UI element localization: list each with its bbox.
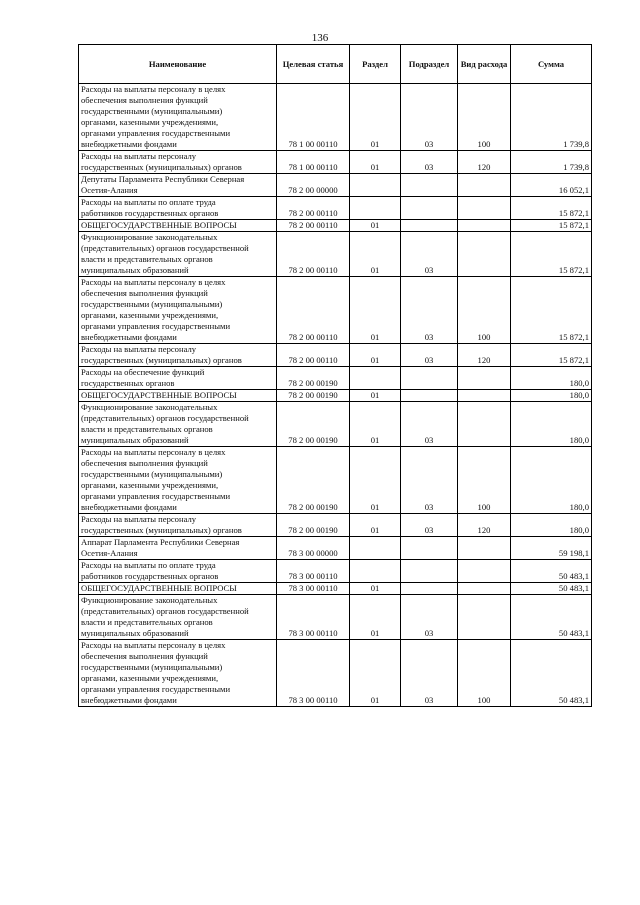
cell-name: Расходы на выплаты персоналу государственных (муниципальных) органов <box>79 514 277 537</box>
cell-section: 01 <box>350 344 401 367</box>
cell-subsection <box>401 197 458 220</box>
cell-sum: 180,0 <box>511 390 592 402</box>
table-row <box>79 583 592 595</box>
cell-subsection <box>401 367 458 390</box>
cell-section: 01 <box>350 232 401 277</box>
cell-target: 78 3 00 00110 <box>277 560 350 583</box>
cell-expense-type <box>458 220 511 232</box>
cell-subsection: 03 <box>401 595 458 640</box>
cell-sum: 180,0 <box>511 447 592 514</box>
table-row <box>79 447 592 514</box>
cell-section: 01 <box>350 583 401 595</box>
header-expense-type: Вид расхода <box>458 45 511 84</box>
table-row <box>79 84 592 151</box>
cell-sum: 50 483,1 <box>511 595 592 640</box>
cell-sum: 1 739,8 <box>511 151 592 174</box>
cell-name: ОБЩЕГОСУДАРСТВЕННЫЕ ВОПРОСЫ <box>79 583 277 595</box>
cell-target: 78 2 00 00110 <box>277 220 350 232</box>
cell-expense-type <box>458 560 511 583</box>
cell-expense-type <box>458 174 511 197</box>
header-section: Раздел <box>350 45 401 84</box>
cell-sum: 50 483,1 <box>511 583 592 595</box>
cell-subsection <box>401 560 458 583</box>
cell-name: Расходы на выплаты персоналу государственных (муниципальных) органов <box>79 151 277 174</box>
cell-section: 01 <box>350 514 401 537</box>
table-row <box>79 174 592 197</box>
cell-target: 78 2 00 00110 <box>277 232 350 277</box>
table-row <box>79 367 592 390</box>
cell-target: 78 2 00 00190 <box>277 447 350 514</box>
cell-name: Расходы на выплаты персоналу в целях обеспечения выполнения функций государственными (муниципальными) органами, казенными учреждениями, органами управления государственными внебюджетными фондами <box>79 277 277 344</box>
header-target: Целевая статья <box>277 45 350 84</box>
table-row <box>79 390 592 402</box>
cell-expense-type: 100 <box>458 84 511 151</box>
cell-expense-type <box>458 367 511 390</box>
cell-sum: 15 872,1 <box>511 220 592 232</box>
cell-expense-type: 100 <box>458 277 511 344</box>
header-sum: Сумма <box>511 45 592 84</box>
cell-name: ОБЩЕГОСУДАРСТВЕННЫЕ ВОПРОСЫ <box>79 390 277 402</box>
cell-name: Расходы на выплаты по оплате труда работников государственных органов <box>79 560 277 583</box>
table-row <box>79 402 592 447</box>
cell-expense-type <box>458 390 511 402</box>
cell-section: 01 <box>350 84 401 151</box>
cell-sum: 180,0 <box>511 514 592 537</box>
cell-expense-type <box>458 537 511 560</box>
header-name: Наименование <box>79 45 277 84</box>
cell-section <box>350 560 401 583</box>
table-row <box>79 595 592 640</box>
cell-sum: 59 198,1 <box>511 537 592 560</box>
table-row <box>79 197 592 220</box>
cell-expense-type <box>458 583 511 595</box>
cell-sum: 180,0 <box>511 367 592 390</box>
cell-section <box>350 537 401 560</box>
cell-sum: 15 872,1 <box>511 197 592 220</box>
table-row <box>79 537 592 560</box>
cell-subsection <box>401 174 458 197</box>
cell-target: 78 2 00 00000 <box>277 174 350 197</box>
cell-target: 78 3 00 00110 <box>277 583 350 595</box>
cell-subsection <box>401 390 458 402</box>
table-row <box>79 640 592 707</box>
cell-section: 01 <box>350 402 401 447</box>
cell-name: Расходы на выплаты по оплате труда работников государственных органов <box>79 197 277 220</box>
budget-table <box>78 44 592 707</box>
cell-sum: 1 739,8 <box>511 84 592 151</box>
table-row <box>79 514 592 537</box>
cell-target: 78 2 00 00190 <box>277 402 350 447</box>
cell-section: 01 <box>350 151 401 174</box>
cell-sum: 16 052,1 <box>511 174 592 197</box>
table-row <box>79 560 592 583</box>
cell-name: Функционирование законодательных (представительных) органов государственной власти и представительных органов муниципальных образований <box>79 402 277 447</box>
cell-name: Аппарат Парламента Республики Северная Осетия-Алания <box>79 537 277 560</box>
cell-target: 78 2 00 00110 <box>277 197 350 220</box>
page-number: 136 <box>311 32 329 44</box>
cell-expense-type <box>458 232 511 277</box>
cell-expense-type <box>458 595 511 640</box>
table-row <box>79 151 592 174</box>
cell-section: 01 <box>350 390 401 402</box>
cell-expense-type: 100 <box>458 640 511 707</box>
cell-subsection: 03 <box>401 447 458 514</box>
cell-target: 78 3 00 00110 <box>277 640 350 707</box>
cell-expense-type: 120 <box>458 151 511 174</box>
cell-name: Функционирование законодательных (представительных) органов государственной власти и представительных органов муниципальных образований <box>79 232 277 277</box>
cell-expense-type <box>458 197 511 220</box>
cell-target: 78 3 00 00000 <box>277 537 350 560</box>
cell-name: ОБЩЕГОСУДАРСТВЕННЫЕ ВОПРОСЫ <box>79 220 277 232</box>
cell-subsection: 03 <box>401 84 458 151</box>
cell-subsection: 03 <box>401 514 458 537</box>
cell-sum: 15 872,1 <box>511 344 592 367</box>
cell-subsection <box>401 220 458 232</box>
cell-section <box>350 174 401 197</box>
cell-name: Расходы на выплаты персоналу в целях обеспечения выполнения функций государственными (муниципальными) органами, казенными учреждениями, органами управления государственными внебюджетными фондами <box>79 640 277 707</box>
cell-target: 78 2 00 00110 <box>277 344 350 367</box>
cell-section <box>350 367 401 390</box>
cell-section: 01 <box>350 220 401 232</box>
cell-section: 01 <box>350 595 401 640</box>
cell-section: 01 <box>350 447 401 514</box>
cell-target: 78 1 00 00110 <box>277 84 350 151</box>
cell-subsection <box>401 537 458 560</box>
cell-name: Депутаты Парламента Республики Северная Осетия-Алания <box>79 174 277 197</box>
cell-subsection: 03 <box>401 402 458 447</box>
cell-section <box>350 197 401 220</box>
table-row <box>79 344 592 367</box>
table-body <box>79 84 592 707</box>
cell-expense-type: 100 <box>458 447 511 514</box>
cell-section: 01 <box>350 277 401 344</box>
cell-subsection: 03 <box>401 232 458 277</box>
cell-target: 78 2 00 00190 <box>277 367 350 390</box>
cell-name: Расходы на выплаты персоналу в целях обеспечения выполнения функций государственными (муниципальными) органами, казенными учреждениями, органами управления государственными внебюджетными фондами <box>79 84 277 151</box>
cell-expense-type: 120 <box>458 514 511 537</box>
cell-section: 01 <box>350 640 401 707</box>
cell-expense-type <box>458 402 511 447</box>
table-row <box>79 277 592 344</box>
cell-target: 78 2 00 00190 <box>277 390 350 402</box>
cell-name: Расходы на выплаты персоналу государственных (муниципальных) органов <box>79 344 277 367</box>
cell-subsection: 03 <box>401 277 458 344</box>
cell-subsection <box>401 583 458 595</box>
cell-expense-type: 120 <box>458 344 511 367</box>
cell-name: Расходы на выплаты персоналу в целях обеспечения выполнения функций государственными (муниципальными) органами, казенными учреждениями, органами управления государственными внебюджетными фондами <box>79 447 277 514</box>
cell-target: 78 2 00 00190 <box>277 514 350 537</box>
header-subsection: Подраздел <box>401 45 458 84</box>
cell-subsection: 03 <box>401 344 458 367</box>
cell-sum: 15 872,1 <box>511 232 592 277</box>
cell-name: Расходы на обеспечение функций государственных органов <box>79 367 277 390</box>
cell-sum: 180,0 <box>511 402 592 447</box>
table-row <box>79 232 592 277</box>
cell-target: 78 2 00 00110 <box>277 277 350 344</box>
cell-name: Функционирование законодательных (представительных) органов государственной власти и представительных органов муниципальных образований <box>79 595 277 640</box>
cell-target: 78 3 00 00110 <box>277 595 350 640</box>
table-header-row <box>79 45 592 84</box>
cell-sum: 50 483,1 <box>511 640 592 707</box>
cell-subsection: 03 <box>401 151 458 174</box>
cell-sum: 15 872,1 <box>511 277 592 344</box>
table-row <box>79 220 592 232</box>
cell-target: 78 1 00 00110 <box>277 151 350 174</box>
cell-sum: 50 483,1 <box>511 560 592 583</box>
cell-subsection: 03 <box>401 640 458 707</box>
